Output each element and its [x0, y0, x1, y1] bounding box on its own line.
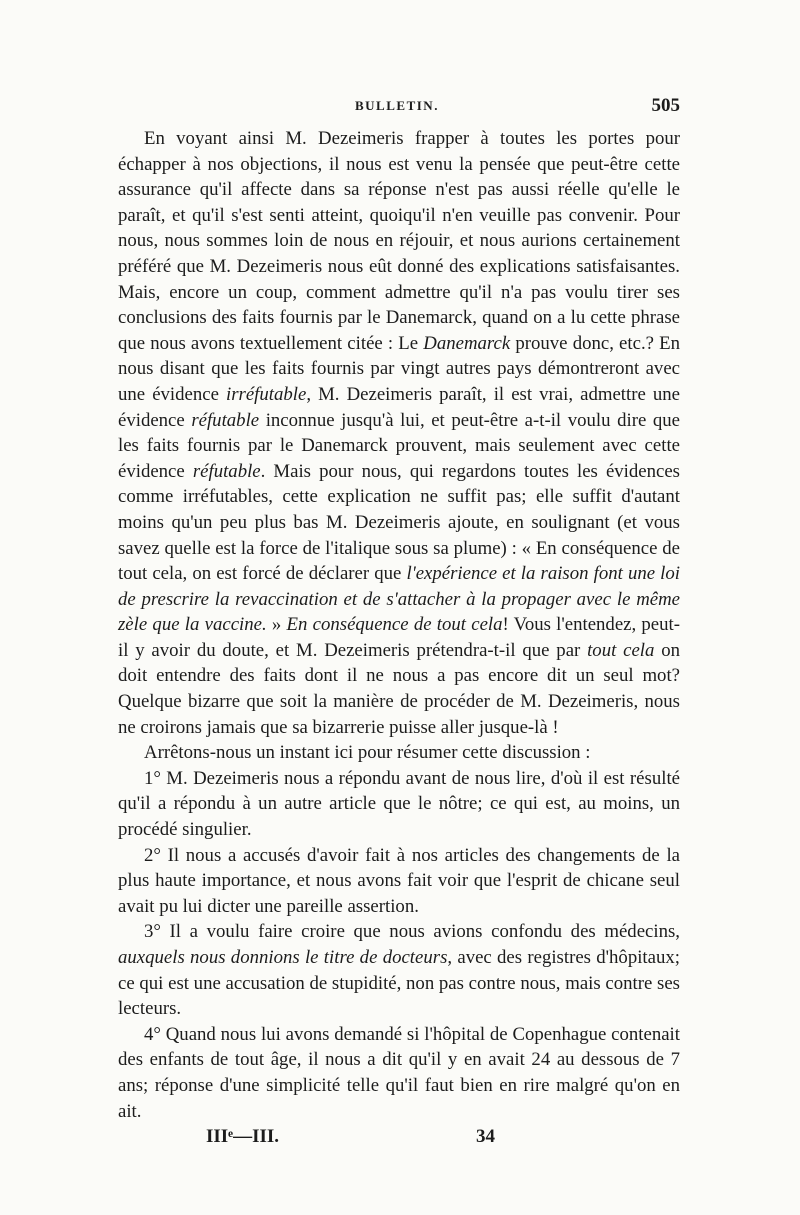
page-header [120, 95, 680, 122]
italic-text: tout cela [587, 639, 655, 661]
page-number: 505 [651, 95, 680, 116]
paragraph [118, 919, 680, 1021]
text-run: 3° Il a voulu faire croire que nous avions confondu des médecins, [144, 921, 680, 943]
paragraph [118, 740, 680, 766]
text-run: , avec des registres d'hôpitaux; ce qui est une accusation de stupidité, non pas contre nous, mais contre ses lecteurs. [118, 947, 680, 1020]
text-run: inconnue jusqu'à lui, et peut-être a-t-il voulu dire que les faits fournis par le Danemarck prouvent, mais seulement avec cette évidence [118, 409, 680, 482]
signature-line [118, 1124, 680, 1150]
running-head: BULLETIN. [355, 98, 439, 113]
italic-text: l'expérience et la raison font une loi de prescrire la revaccination et de s'attacher à la propager avec le même zèle que la vaccine. [118, 563, 680, 636]
paragraph [118, 126, 680, 740]
text-run: » [266, 614, 287, 636]
text-run: 2° Il nous a accusés d'avoir fait à nos articles des changements de la plus haute importance, et nous avons fait voir que l'esprit de chicane seul avait pu lui dicter une pareille assertion. [118, 844, 680, 917]
text-run: Arrêtons-nous un instant ici pour résumer cette discussion : [144, 742, 591, 764]
paragraph [118, 1022, 680, 1124]
text-run: . Mais pour nous, qui regardons toutes les évidences comme irréfutables, cette explication ne suffit pas; elle suffit d'autant moins qu'un peu plus bas M. Dezeimeris ajoute, en soulignant (et vous savez quelle est la force de l'italique sous sa plume) : « En conséquence de tout cela, on est forcé de déclarer que [118, 460, 680, 585]
paragraph [118, 766, 680, 843]
text-run: 4° Quand nous lui avons demandé si l'hôpital de Copenhague contenait des enfants de tout âge, il nous a dit qu'il y en avait 24 au dessous de 7 ans; réponse d'une simplicité telle qu'il faut bien en rire malgré qu'on en ait. [118, 1023, 680, 1122]
italic-text: Danemarck [423, 332, 511, 354]
paragraph [118, 843, 680, 920]
signature-number: 34 [476, 1126, 495, 1148]
text-run: ! Vous l'entendez, peut-il y avoir du doute, et M. Dezeimeris prétendra-t-il que par [118, 614, 681, 661]
text-run: on doit entendre des faits dont il ne nous a pas encore dit un seul mot? Quelque bizarre que soit la manière de procéder de M. Dezeimeris, nous ne croirons jamais que sa bizarrerie puisse aller jusque-là ! [118, 639, 680, 738]
text-run: 1° M. Dezeimeris nous a répondu avant de nous lire, d'où il est résulté qu'il a répondu à un autre article que le nôtre; ce qui est, au moins, un procédé singulier. [118, 767, 680, 841]
body-text [118, 126, 680, 1150]
italic-text: réfutable [192, 460, 261, 482]
text-run: En voyant ainsi M. Dezeimeris frapper à toutes les portes pour échapper à nos objections, il nous est venu la pensée que peut-être cette assurance qu'il affecte dans sa réponse n'est pas aussi réelle qu'elle le paraît, et qu'il s'est senti atteint, quoiqu'il n'en veuille pas convenir. Pour nous, nous sommes loin de nous en réjouir, et nous aurions certainement préféré que M. Dezeimeris nous eût donné des explications satisfaisantes. Mais, encore un coup, comment admettre qu'il n'a pas voulu tirer ses conclusions des faits fournis par le Danemarck, quand on a lu cette phrase que nous avons textuellement citée : Le [118, 128, 680, 354]
italic-text: réfutable [191, 409, 260, 431]
text-run: , M. Dezeimeris paraît, il est vrai, admettre une évidence [118, 383, 680, 431]
italic-text: auxquels nous donnions le titre de docteurs [118, 947, 448, 968]
italic-text: En conséquence de tout cela [286, 614, 503, 636]
signature-mark: IIIᵉ—III. [206, 1126, 280, 1148]
text-run: prouve donc, etc.? En nous disant que les faits fournis par vingt autres pays démontreront avec une évidence [118, 332, 681, 405]
italic-text: irréfutable [226, 383, 307, 405]
